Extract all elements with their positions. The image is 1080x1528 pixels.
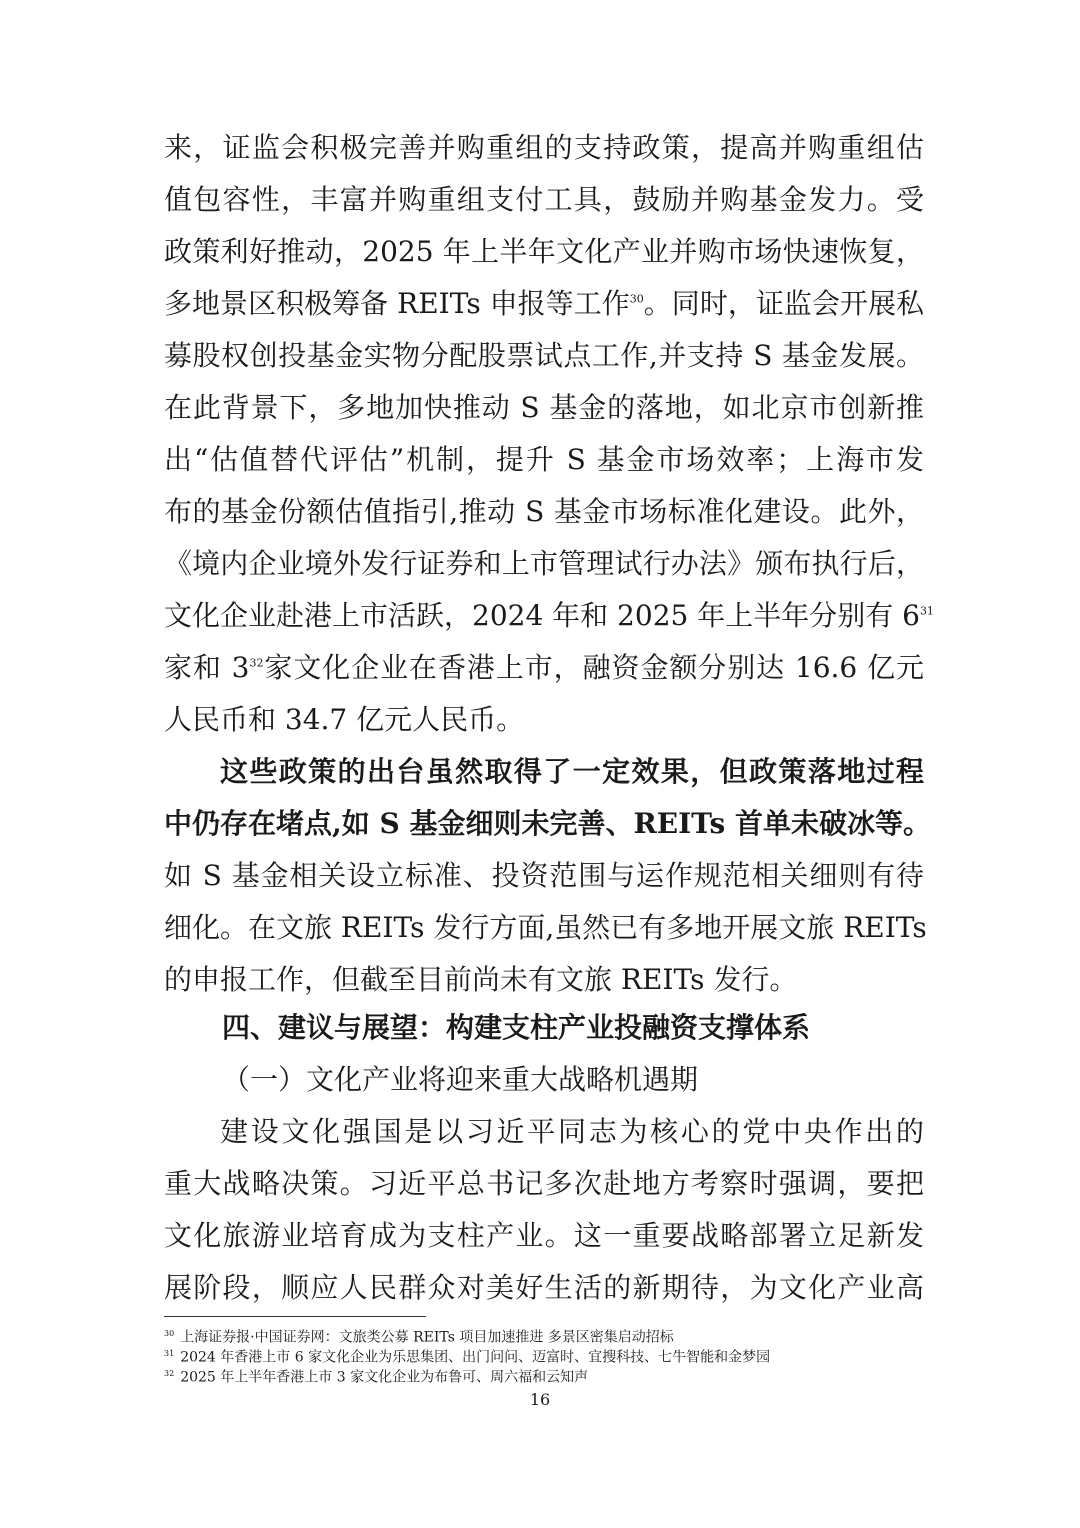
text-line: 建设文化强国是以习近平同志为核心的党中央作出的 [220,1115,924,1148]
text-line: 值包容性，丰富并购重组支付工具，鼓励并购基金发力。受 [164,183,924,216]
text-fragment: 家和 3 [164,651,250,684]
paragraph-strategic-opportunity [164,1106,924,1314]
text-line-bold: 这些政策的出台虽然取得了一定效果，但政策落地过程 [220,755,924,788]
footnote-text: 2024 年香港上市 6 家文化企业为乐思集团、出门问问、迈富时、宜搜科技、七牛智能和金梦园 [180,1349,771,1366]
text-line: 在此背景下，多地加快推动 S 基金的落地，如北京市创新推 [164,391,924,424]
text-line: 来，证监会积极完善并购重组的支持政策，提高并购重组估 [164,131,924,164]
footnote-divider [164,1316,426,1317]
text-fragment: 多地景区积极筹备 REITs 申报等工作 [164,287,630,320]
text-line: 的申报工作，但截至目前尚未有文旅 REITs 发行。 [164,963,798,996]
footnote-ref-30: 30 [629,292,644,306]
footnote-ref-31: 31 [919,604,934,618]
text-line: 展阶段，顺应人民群众对美好生活的新期待，为文化产业高 [164,1271,924,1304]
text-line: 人民币和 34.7 亿元人民币。 [164,703,525,736]
footnote-number: 31 [164,1349,175,1358]
text-line: 文化旅游业培育成为支柱产业。这一重要战略部署立足新发 [164,1219,924,1252]
footnote-number: 32 [164,1369,175,1378]
text-fragment: 文化企业赴港上市活跃，2024 年和 2025 年上半年分别有 6 [164,599,920,632]
text-line-bold: 中仍存在堵点,如 S 基金细则未完善、REITs 首单未破冰等。 [164,807,931,840]
text-line: 政策利好推动，2025 年上半年文化产业并购市场快速恢复， [164,235,924,268]
footnote-32 [164,1364,964,1384]
paragraph-policy-context [164,122,934,746]
subsection-heading: （一）文化产业将迎来重大战略机遇期 [222,1063,699,1096]
text-line [164,590,934,642]
text-line: 募股权创投基金实物分配股票试点工作,并支持 S 基金发展。 [164,339,924,372]
text-line: 细化。在文旅 REITs 发行方面,虽然已有多地开展文旅 REITs [164,911,927,944]
text-fragment: 。同时，证监会开展私 [643,287,924,320]
footnotes [164,1324,964,1384]
page-number: 16 [529,1390,551,1409]
footnote-text: 上海证券报·中国证券网：文旅类公募 REITs 项目加速推进 多景区密集启动招标 [180,1329,674,1346]
section-heading: 四、建议与展望：构建支柱产业投融资支撑体系 [222,1011,811,1044]
paragraph-policy-bottlenecks [164,746,931,1006]
footnote-31 [164,1344,964,1364]
footnote-text: 2025 年上半年香港上市 3 家文化企业为布鲁可、周六福和云知声 [180,1369,589,1386]
text-line [164,642,924,694]
footnote-30 [164,1324,964,1344]
text-line: 重大战略决策。习近平总书记多次赴地方考察时强调，要把 [164,1167,924,1200]
text-line: 如 S 基金相关设立标准、投资范围与运作规范相关细则有待 [164,859,924,892]
text-line: 《境内企业境外发行证券和上市管理试行办法》颁布执行后， [164,547,924,580]
footnote-ref-32: 32 [249,656,264,670]
text-fragment: 家文化企业在香港上市，融资金额分别达 16.6 亿元 [263,651,924,684]
text-line: 出“估值替代评估”机制，提升 S 基金市场效率；上海市发 [164,443,924,476]
text-line [164,278,924,330]
footnote-number: 30 [164,1329,175,1338]
text-line: 布的基金份额估值指引,推动 S 基金市场标准化建设。此外， [164,495,924,528]
